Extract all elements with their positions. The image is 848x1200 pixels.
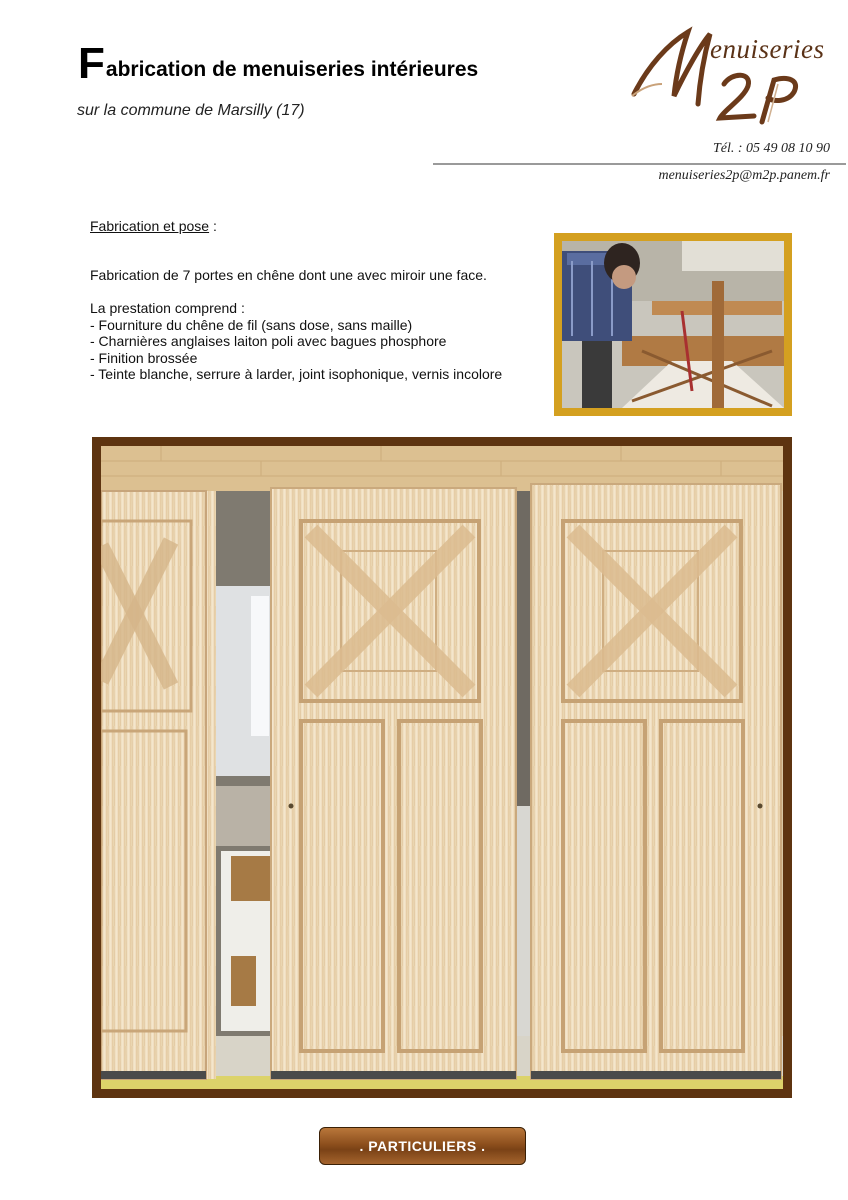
header-divider: [433, 163, 846, 165]
section-label: Fabrication et pose: [90, 218, 210, 234]
section-heading: [90, 218, 217, 235]
prestation-item: - Fourniture du chêne de fil (sans dose, sans maille): [90, 316, 413, 333]
prestation-list: [90, 300, 502, 383]
description-text: Fabrication de 7 portes en chêne dont une avec miroir une face.: [90, 267, 487, 283]
workshop-photo: [554, 233, 792, 416]
particuliers-button[interactable]: . PARTICULIERS .: [319, 1127, 526, 1165]
page-title: [78, 39, 479, 88]
doors-photo-image: [101, 446, 783, 1089]
prestation-item: - Charnières anglaises laiton poli avec bagues phosphore: [90, 333, 447, 349]
door-left: [101, 491, 216, 1079]
email-address[interactable]: menuiseries2p@m2p.panem.fr: [658, 168, 830, 183]
door-right: [531, 484, 781, 1079]
prestation-intro: La prestation comprend :: [90, 300, 245, 316]
prestation-item: - Finition brossée: [90, 349, 198, 366]
prestation-item: - Teinte blanche, serrure à larder, joint isophonique, vernis incolore: [90, 366, 503, 382]
phone-number: Tél. : 05 49 08 10 90: [712, 141, 830, 156]
section-suffix: :: [209, 218, 217, 234]
page-subtitle: sur la commune de Marsilly (17): [77, 102, 305, 119]
doors-photo: [92, 437, 792, 1098]
title-initial: F: [78, 39, 105, 88]
workshop-photo-image: [562, 241, 784, 408]
company-logo: [628, 26, 828, 126]
logo-word: enuiseries: [710, 34, 825, 64]
title-rest: abrication de menuiseries intérieures: [105, 58, 479, 81]
door-middle: [271, 488, 516, 1079]
